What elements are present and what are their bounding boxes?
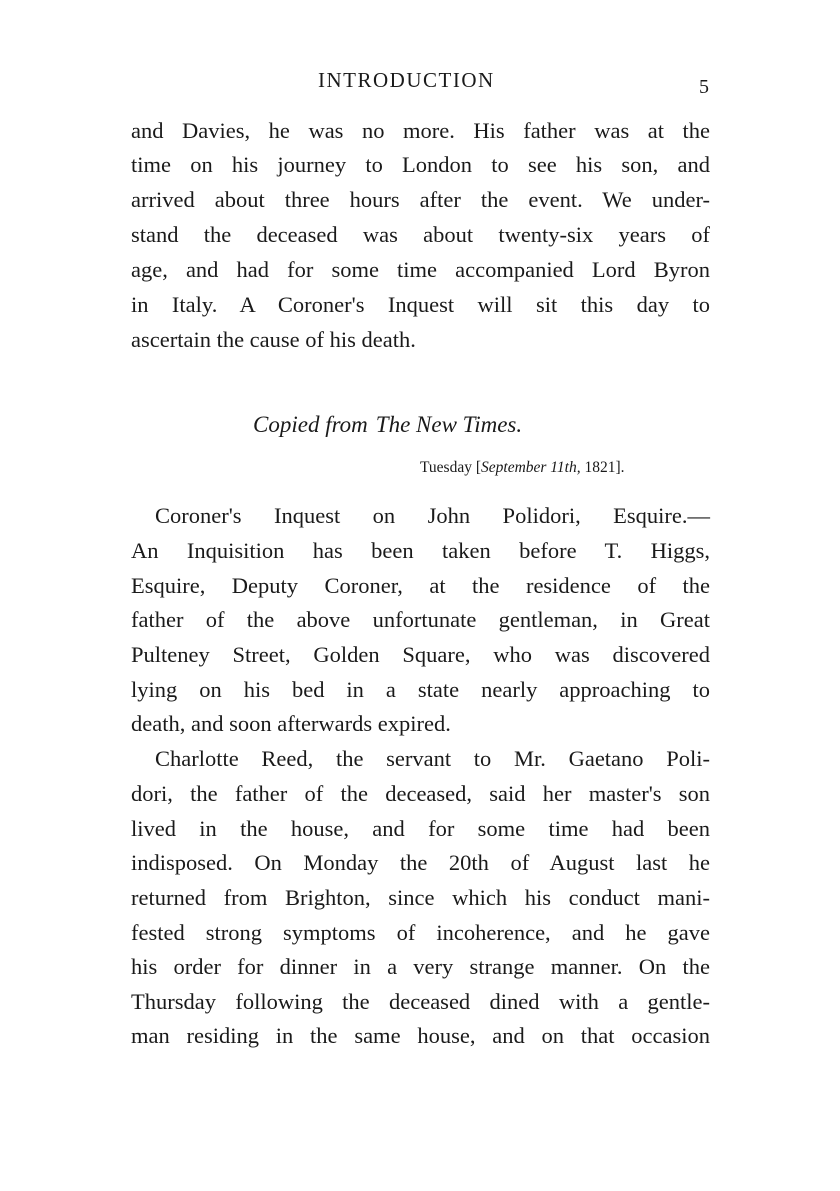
text-line: Coroner's Inquest on John Polidori, Esquire.—: [155, 503, 710, 528]
text-line: father of the above unfortunate gentleman, in Great: [131, 607, 710, 632]
text-line: age, and had for some time accompanied Lord Byron: [131, 257, 710, 282]
text-line: arrived about three hours after the event. We under-: [131, 187, 710, 212]
text-line: time on his journey to London to see his son, and: [131, 152, 710, 177]
text-line: Thursday following the deceased dined with a gentle-: [131, 989, 710, 1014]
text-line: An Inquisition has been taken before T. Higgs,: [131, 538, 710, 563]
running-head: INTRODUCTION: [318, 68, 495, 92]
dateline-day: Tuesday [: [420, 459, 482, 476]
text-line: indisposed. On Monday the 20th of August last he: [131, 850, 710, 875]
dateline-year: 1821].: [580, 459, 625, 476]
text-line: Charlotte Reed, the servant to Mr. Gaetano Poli-: [155, 746, 710, 771]
dateline-date: September 11th,: [481, 459, 581, 476]
text-line: Pulteney Street, Golden Square, who was discovered: [131, 642, 710, 667]
heading-prefix: Copied from: [253, 412, 368, 437]
text-line: his order for dinner in a very strange manner. On the: [131, 954, 710, 979]
dateline: [420, 459, 625, 477]
text-line: man residing in the same house, and on that occasion: [131, 1023, 710, 1048]
page-number: 5: [699, 76, 709, 98]
text-line: returned from Brighton, since which his conduct mani-: [131, 885, 710, 910]
text-line: dori, the father of the deceased, said her master's son: [131, 781, 710, 806]
text-line: lived in the house, and for some time had been: [131, 816, 710, 841]
text-line: lying on his bed in a state nearly approaching to: [131, 677, 710, 702]
text-line: in Italy. A Coroner's Inquest will sit this day to: [131, 292, 710, 317]
text-line: stand the deceased was about twenty-six years of: [131, 222, 710, 247]
section-heading: [253, 412, 522, 438]
text-line: Esquire, Deputy Coroner, at the residence of the: [131, 573, 710, 598]
text-line: and Davies, he was no more. His father was at the: [131, 118, 710, 143]
heading-title: The New Times.: [375, 412, 523, 437]
text-line: fested strong symptoms of incoherence, and he gave: [131, 920, 710, 945]
text-line: ascertain the cause of his death.: [131, 327, 416, 352]
text-line: death, and soon afterwards expired.: [131, 711, 451, 736]
